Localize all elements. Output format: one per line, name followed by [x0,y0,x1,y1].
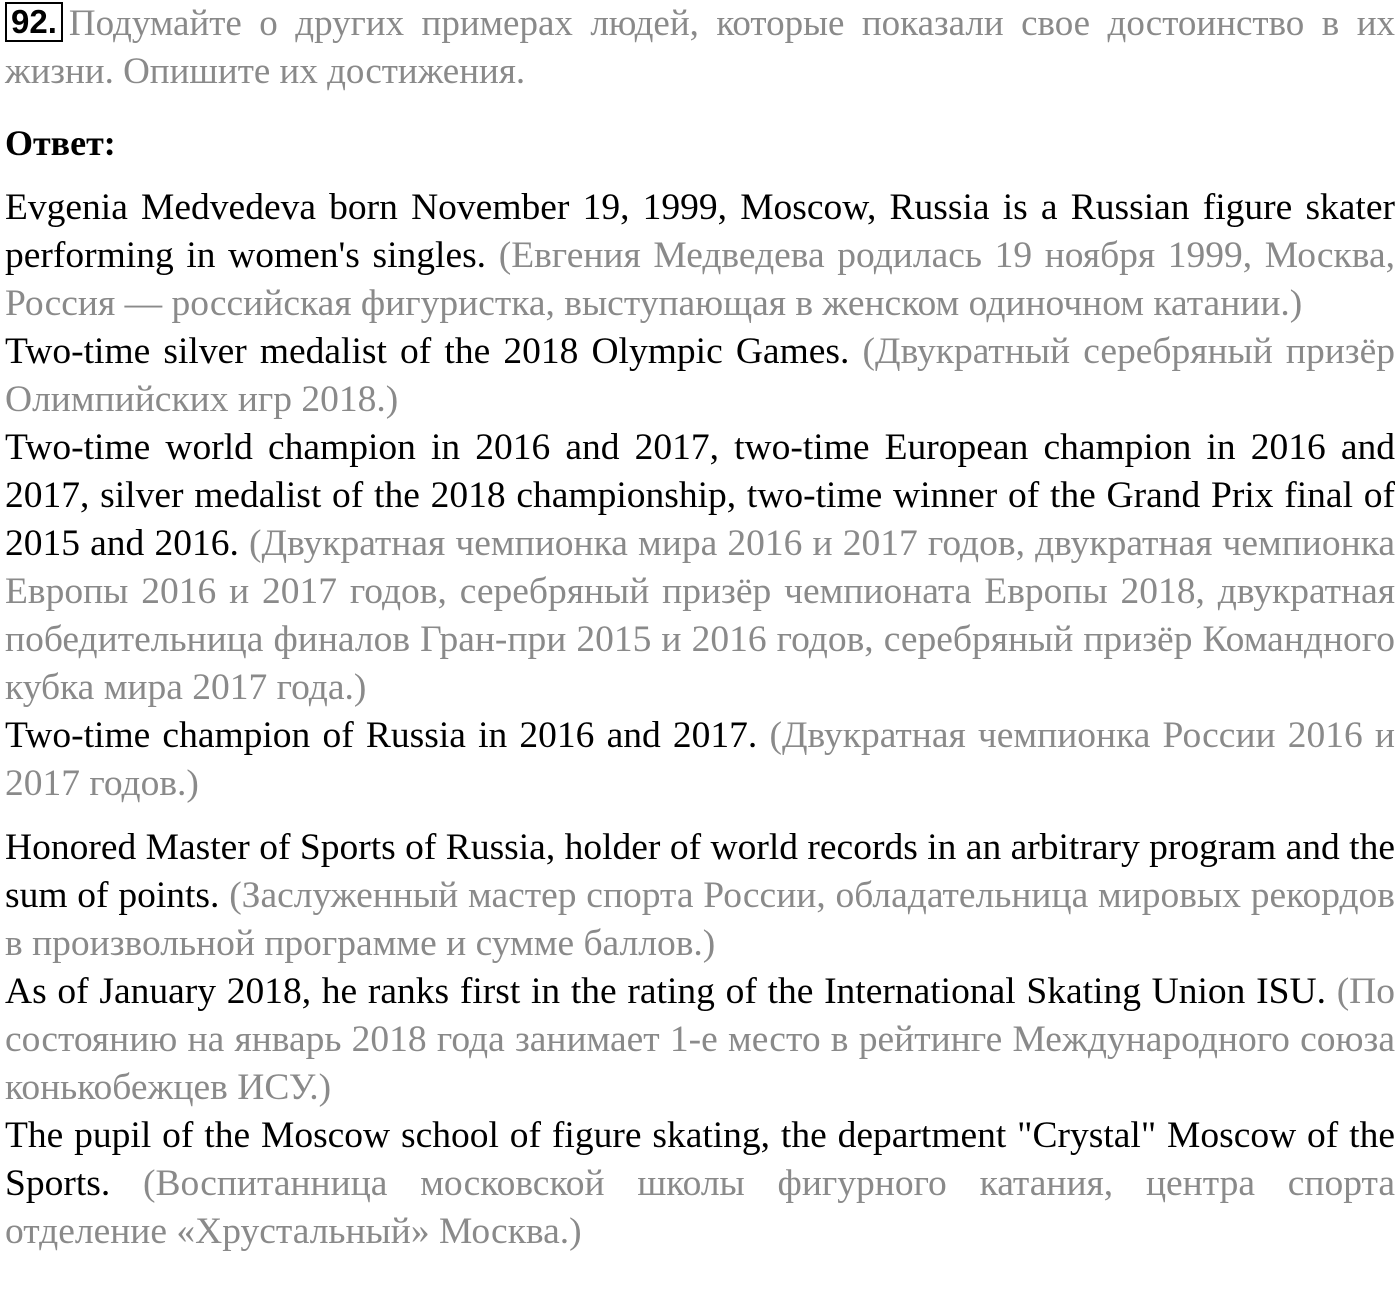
english-text: Honored Master of Sports of Russia, holder of world records in an arbitrary program and the sum of points. [5,827,1395,916]
russian-translation: (Евгения Медведева родилась 19 ноября 1999, Москва, Россия — российская фигуристка, выступающая в женском одиночном катании.) [5,235,1395,324]
russian-translation: (Заслуженный мастер спорта России, обладательница мировых рекордов в произвольной программе и сумме баллов.) [5,875,1395,964]
question-text: Подумайте о других примерах людей, которые показали свое достоинство в их жизни. Опишите их достижения. [5,3,1395,92]
paragraph-honored-master [5,824,1395,968]
english-text: As of January 2018, he ranks first in the rating of the International Skating Union ISU. [5,971,1326,1012]
russian-translation: (Двукратная чемпионка России 2016 и 2017 годов.) [5,715,1396,804]
answer-label: Ответ: [5,123,116,163]
russian-translation: (Двукратный серебряный призёр Олимпийских игр 2018.) [5,331,1396,420]
paragraph-olympic [5,328,1395,424]
question-number: 92. [5,2,63,42]
question [5,0,1395,96]
paragraph-isu-rating [5,968,1395,1112]
paragraph-world-champion [5,424,1395,712]
english-text: Two-time champion of Russia in 2016 and 2017. [5,715,758,756]
paragraph-medvedeva-bio [5,184,1395,328]
russian-translation: (По состоянию на январь 2018 года занимает 1-е место в рейтинге Международного союза конькобежцев ИСУ.) [5,971,1396,1108]
russian-translation: (Двукратная чемпионка мира 2016 и 2017 годов, двукратная чемпионка Европы 2016 и 2017 годов, серебряный призёр чемпионата Европы 2018, двукратная победительница финалов Гран-при 2015 и 2016 годов, серебряный призёр Командного кубка мира 2017 года.) [5,523,1395,708]
paragraph-russia-champion [5,712,1395,808]
english-text: Two-time silver medalist of the 2018 Olympic Games. [5,331,850,372]
english-text: Evgenia Medvedeva born November 19, 1999, Moscow, Russia is a Russian figure skater performing in women's singles. [5,187,1395,276]
english-text: Two-time world champion in 2016 and 2017, two-time European champion in 2016 and 2017, silver medalist of the 2018 championship, two-time winner of the Grand Prix final of 2015 and 2016. [5,427,1395,564]
english-text: The pupil of the Moscow school of figure skating, the department "Crystal" Moscow of the Sports. [5,1115,1395,1204]
answer-body [5,184,1395,1256]
paragraph-school [5,1112,1395,1256]
russian-translation: (Воспитанница московской школы фигурного катания, центра спорта отделение «Хрустальный» Москва.) [5,1163,1395,1252]
